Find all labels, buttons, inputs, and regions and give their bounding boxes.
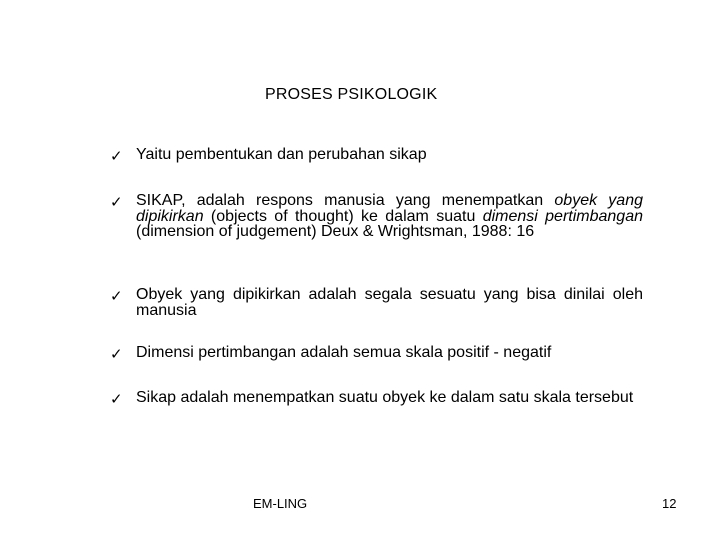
check-icon: ✓: [110, 193, 123, 211]
bullet-item: [110, 147, 643, 166]
slide-title: PROSES PSIKOLOGIK: [265, 86, 438, 103]
bullet-text: [136, 193, 643, 240]
check-icon: ✓: [110, 147, 123, 165]
bullet-text: Obyek yang dipikirkan adalah segala sesuatu yang bisa dinilai oleh manusia: [136, 286, 643, 319]
bullet-text-segment: (objects of thought) ke dalam suatu: [203, 207, 483, 225]
bullet-text-segment: (dimension of judgement) Deux & Wrightsman, 1988: 16: [136, 223, 535, 240]
bullet-text-segment: SIKAP, adalah respons manusia yang menempatkan: [136, 192, 555, 209]
bullet-text-italic-segment: dimensi pertimbangan: [482, 207, 644, 225]
check-icon: ✓: [110, 390, 123, 408]
bullet-text: Dimensi pertimbangan adalah semua skala positif - negatif: [136, 344, 552, 361]
footer-label: EM-LING: [253, 496, 308, 511]
bullet-text-italic-segment: obyek yang dipikirkan: [136, 192, 644, 225]
bullet-item: [110, 193, 643, 240]
check-icon: ✓: [110, 287, 123, 305]
bullet-item: [110, 390, 643, 409]
bullet-text: Yaitu pembentukan dan perubahan sikap: [136, 146, 427, 163]
page-number: 12: [662, 496, 677, 511]
bullet-item: [110, 345, 643, 364]
check-icon: ✓: [110, 345, 123, 363]
bullet-text: Sikap adalah menempatkan suatu obyek ke dalam satu skala tersebut: [136, 389, 634, 406]
bullet-item: [110, 287, 643, 318]
